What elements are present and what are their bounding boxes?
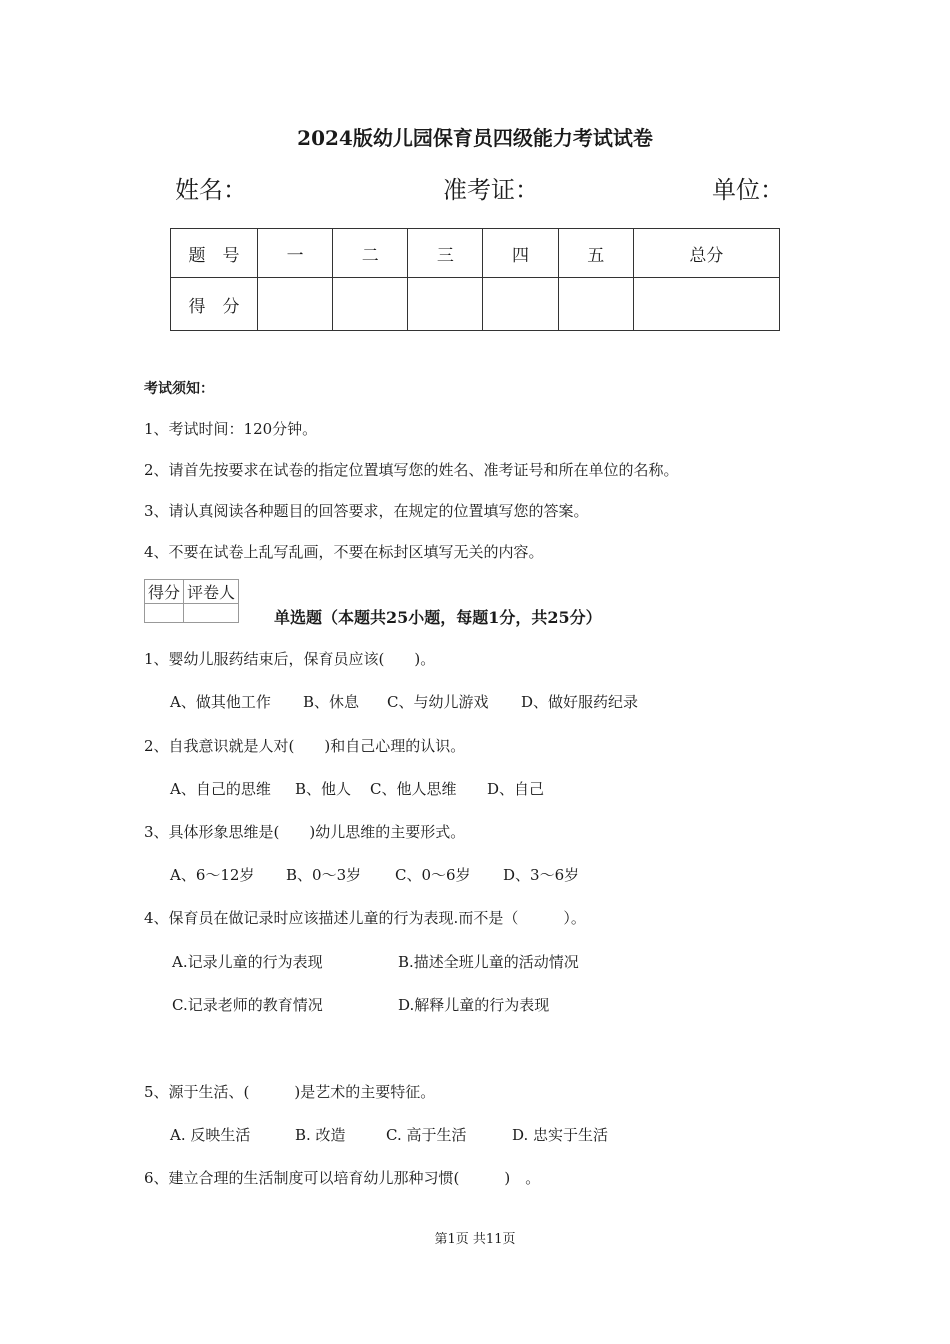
score-cell[interactable] — [408, 278, 483, 331]
question-stem: 5、源于生活、( )是艺术的主要特征。 — [144, 1083, 436, 1101]
question-option[interactable]: A.记录儿童的行为表现 — [172, 953, 323, 971]
name-field-label: 姓名： — [175, 176, 247, 204]
score-table-header-cell: 题 号 — [171, 229, 258, 278]
question-option[interactable]: C、他人思维 — [370, 780, 457, 798]
question-option[interactable]: A、自己的思维 — [170, 780, 271, 798]
score-table-header-cell: 一 — [258, 229, 333, 278]
question-option[interactable]: C. 高于生活 — [386, 1126, 467, 1144]
question-option[interactable]: B.描述全班儿童的活动情况 — [398, 953, 579, 971]
notice-item: 3、请认真阅读各种题目的回答要求，在规定的位置填写您的答案。 — [144, 502, 589, 520]
notice-item: 2、请首先按要求在试卷的指定位置填写您的姓名、准考证号和所在单位的名称。 — [144, 461, 679, 479]
page-footer: 第1页 共11页 — [434, 1232, 516, 1247]
score-table-header-cell: 四 — [483, 229, 558, 278]
score-table-header-cell: 三 — [408, 229, 483, 278]
question-option[interactable]: C.记录老师的教育情况 — [172, 996, 323, 1014]
question-option[interactable]: D、自己 — [487, 780, 545, 798]
question-option[interactable]: B、他人 — [295, 780, 352, 798]
question-option[interactable]: A、做其他工作 — [170, 693, 271, 711]
notice-item: 4、不要在试卷上乱写乱画，不要在标封区填写无关的内容。 — [144, 543, 544, 561]
question-stem: 4、保育员在做记录时应该描述儿童的行为表现.而不是（ ）。 — [144, 909, 586, 927]
question-option[interactable]: D.解释儿童的行为表现 — [398, 996, 550, 1014]
score-table-header-cell: 二 — [333, 229, 408, 278]
grader-box-grader-cell[interactable] — [184, 604, 239, 623]
notice-heading: 考试须知： — [144, 381, 214, 397]
question-stem: 2、自我意识就是人对( )和自己心理的认识。 — [144, 737, 466, 755]
question-option[interactable]: C、与幼儿游戏 — [387, 693, 489, 711]
exam-id-field-label: 准考证： — [443, 176, 539, 204]
grader-box-grader-label: 评卷人 — [184, 580, 239, 604]
notice-item: 1、考试时间：120分钟。 — [144, 420, 318, 438]
question-option[interactable]: D、做好服药纪录 — [521, 693, 639, 711]
question-option[interactable]: A、6～12岁 — [170, 866, 255, 884]
question-stem: 1、婴幼儿服药结束后，保育员应该( )。 — [144, 650, 436, 668]
page-title: 2024版幼儿园保育员四级能力考试试卷 — [297, 126, 653, 150]
unit-field-label: 单位： — [712, 176, 784, 204]
question-option[interactable]: B、休息 — [303, 693, 360, 711]
score-table-header-cell: 五 — [558, 229, 633, 278]
score-table-score-row — [171, 278, 780, 331]
score-row-label: 得 分 — [171, 278, 258, 331]
score-table-header-cell: 总分 — [633, 229, 779, 278]
score-cell[interactable] — [333, 278, 408, 331]
grader-box-score-cell[interactable] — [145, 604, 184, 623]
score-cell[interactable] — [633, 278, 779, 331]
question-option[interactable]: C、0～6岁 — [395, 866, 471, 884]
grader-box-score-label: 得分 — [145, 580, 184, 604]
question-stem: 3、具体形象思维是( )幼儿思维的主要形式。 — [144, 823, 466, 841]
score-cell[interactable] — [558, 278, 633, 331]
section-heading: 单选题（本题共25小题，每题1分，共25分） — [274, 608, 602, 627]
question-option[interactable]: B. 改造 — [295, 1126, 346, 1144]
grader-box — [144, 579, 239, 623]
question-option[interactable]: D. 忠实于生活 — [512, 1126, 609, 1144]
question-stem: 6、建立合理的生活制度可以培育幼儿那种习惯( ) 。 — [144, 1169, 541, 1187]
score-table-header-row — [171, 229, 780, 278]
question-option[interactable]: A. 反映生活 — [170, 1126, 251, 1144]
question-option[interactable]: B、0～3岁 — [286, 866, 362, 884]
question-option[interactable]: D、3～6岁 — [503, 866, 580, 884]
score-table — [170, 228, 780, 331]
score-cell[interactable] — [483, 278, 558, 331]
score-cell[interactable] — [258, 278, 333, 331]
